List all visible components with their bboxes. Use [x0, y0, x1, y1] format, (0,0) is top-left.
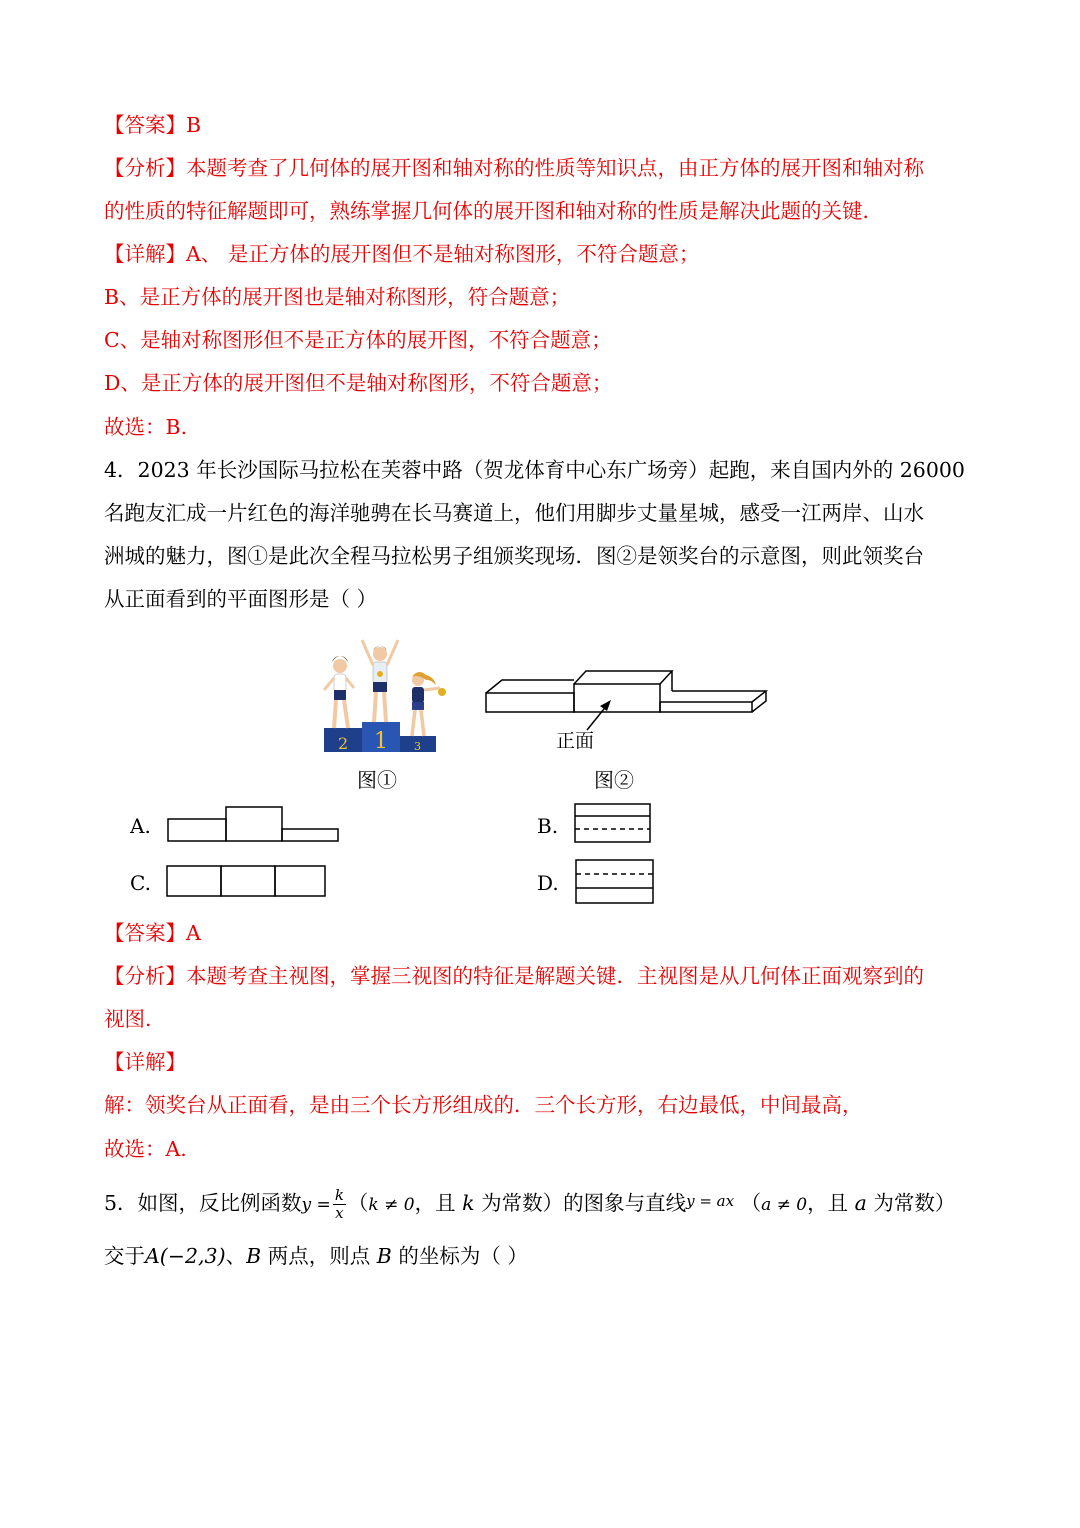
q5-line2-end: 的坐标为（ ）	[398, 1244, 528, 1268]
q5-point-b: B	[246, 1244, 262, 1268]
q4-solution: 解：领奖台从正面看，是由三个长方形组成的．三个长方形，右边最低，中间最高，	[104, 1093, 863, 1117]
front-arrow-head	[600, 700, 611, 711]
q4-analysis-line1: 【分析】本题考查主视图，掌握三视图的特征是解题关键．主视图是从几何体正面观察到的	[104, 964, 924, 988]
q5-point-a: A(−2,3)	[145, 1244, 226, 1268]
q3-choose: 故选：B.	[104, 415, 188, 439]
option-d-figure	[574, 858, 656, 906]
q3-detail-b: B、是正方体的展开图也是轴对称图形，符合题意；	[104, 285, 571, 309]
figure-1-caption: 图①	[357, 768, 397, 792]
q5-fraction	[333, 1187, 346, 1222]
option-c-left-rect	[167, 866, 221, 896]
q4-text-line1: 4．2023 年长沙国际马拉松在芙蓉中路（贺龙体育中心东广场旁）起跑，来自国内外的 26000	[104, 458, 965, 482]
option-a-right-rect	[282, 829, 338, 841]
option-a-middle-rect	[226, 807, 282, 841]
podium-number-3: 3	[414, 740, 421, 753]
q3-detail-a: 【详解】A、 是正方体的展开图但不是轴对称图形，不符合题意；	[104, 242, 700, 266]
right-block-side	[752, 691, 766, 712]
option-c-right-rect	[275, 866, 325, 896]
q5-line2-pre: 交于	[104, 1244, 145, 1268]
option-c-figure	[165, 864, 329, 898]
option-a-left-rect	[168, 819, 226, 841]
athlete-first	[362, 640, 398, 722]
q4-answer: 【答案】A	[104, 921, 201, 945]
option-b-outer-rect	[575, 804, 650, 842]
podium-photo-figure	[316, 632, 456, 754]
q3-answer: 【答案】B	[104, 113, 202, 137]
option-c-label: C.	[130, 871, 151, 895]
athlete-third	[412, 672, 446, 736]
q5-line2-mid2: 两点，则点	[267, 1244, 371, 1268]
option-d-label: D.	[537, 871, 559, 895]
q4-text-line2: 名跑友汇成一片红色的海洋驰骋在长马赛道上，他们用脚步丈量星城，感受一江两岸、山水	[104, 501, 924, 525]
q4-analysis-line2: 视图.	[104, 1007, 152, 1031]
q5-frac-den: x	[335, 1204, 344, 1222]
q5-prefix: 5．如图，反比例函数	[104, 1191, 302, 1215]
q5-line2-mid: 、	[225, 1244, 247, 1268]
figure-2-caption: 图②	[594, 768, 634, 792]
option-a-figure	[166, 805, 342, 843]
left-block-front	[486, 693, 574, 712]
option-a-label: A.	[130, 814, 151, 838]
athlete-second	[324, 656, 354, 728]
q5-line1	[104, 1181, 955, 1225]
q5-cond2: a ≠ 0	[761, 1195, 808, 1215]
q5-cond2-open: （	[740, 1191, 762, 1215]
middle-block-front	[574, 684, 660, 712]
q4-detail-heading: 【详解】	[104, 1050, 186, 1074]
right-block-front	[660, 702, 752, 712]
q5-cond1-rest: ，且	[414, 1191, 456, 1215]
q5-cond2-end: 为常数）	[873, 1191, 956, 1215]
left-block-top	[486, 680, 574, 693]
q4-text-line4: 从正面看到的平面图形是（ ）	[104, 587, 378, 611]
q3-analysis-line1: 【分析】本题考查了几何体的展开图和轴对称的性质等知识点，由正方体的展开图和轴对称	[104, 156, 924, 180]
q5-cond2-rest: ，且	[807, 1191, 849, 1215]
middle-block-top	[574, 671, 672, 684]
option-d-outer-rect	[576, 860, 653, 903]
podium-schematic-figure	[480, 660, 770, 760]
q5-line2	[104, 1241, 528, 1271]
q5-cond1-end: 为常数）的图象与直线	[481, 1191, 687, 1215]
front-label: 正面	[556, 730, 595, 752]
option-b-figure	[573, 802, 653, 844]
q5-cond1: k ≠ 0	[368, 1195, 415, 1215]
q5-frac-num: k	[334, 1186, 344, 1204]
right-block-top	[672, 691, 766, 702]
q4-text-line3: 洲城的魅力，图①是此次全程马拉松男子组颁奖现场．图②是领奖台的示意图，则此领奖台	[104, 544, 924, 568]
q3-detail-c: C、是轴对称图形但不是正方体的展开图，不符合题意；	[104, 328, 612, 352]
podium-number-2: 2	[338, 734, 349, 753]
q5-func-y: y =	[301, 1195, 331, 1215]
q5-point-b2: B	[376, 1244, 392, 1268]
option-b-label: B.	[537, 814, 559, 838]
q4-choose: 故选：A.	[104, 1137, 187, 1161]
podium-number-1: 1	[374, 729, 388, 754]
q3-detail-d: D、是正方体的展开图但不是轴对称图形，不符合题意；	[104, 371, 613, 395]
q5-cond1-open: （	[347, 1191, 369, 1215]
q5-line-eq: y = ax	[686, 1192, 735, 1210]
q5-k-var: k	[462, 1191, 475, 1215]
q3-analysis-line2: 的性质的特征解题即可，熟练掌握几何体的展开图和轴对称的性质是解决此题的关键．	[104, 199, 883, 223]
q5-a-var: a	[854, 1191, 867, 1215]
option-c-middle-rect	[221, 866, 275, 896]
